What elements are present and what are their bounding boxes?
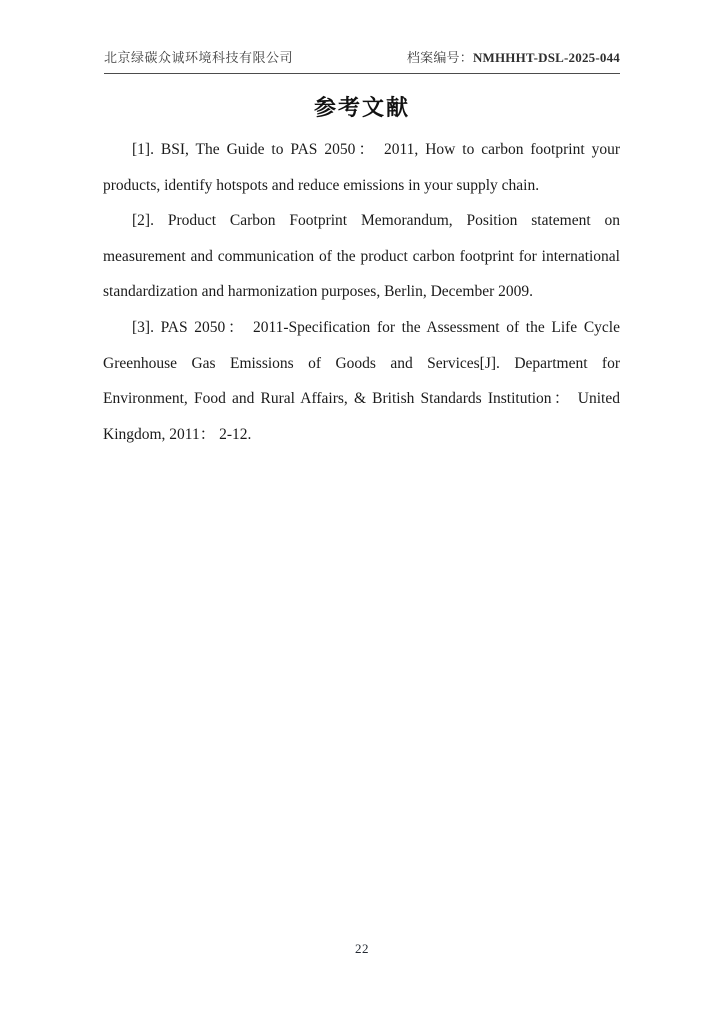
references-section xyxy=(103,132,620,452)
page-title: 参考文献 xyxy=(313,95,410,120)
doc-number-value: NMHHHT-DSL-2025-044 xyxy=(472,50,620,65)
page-number: 22 xyxy=(355,941,369,956)
company-name: 北京绿碳众诚环境科技有限公司 xyxy=(104,50,294,65)
doc-number xyxy=(407,47,620,66)
reference-item: [2]. Product Carbon Footprint Memorandum, Position statement on measurement and communication of the product carbon footprint for international standardization and harmonization purposes, Berlin, December 2009. xyxy=(103,212,620,301)
reference-item: [3]. PAS 2050： 2011-Specification for the Assessment of the Life Cycle Greenhouse Gas Emissions of Goods and Services[J]. Department for Environment, Food and Rural Affairs, & British Standards Institution： United Kingdom, 2011： 2-12. xyxy=(103,318,620,443)
page-header xyxy=(104,47,620,74)
reference-item: [1]. BSI, The Guide to PAS 2050： 2011, How to carbon footprint your products, identify hotspots and reduce emissions in your supply chain. xyxy=(103,141,620,194)
doc-number-label: 档案编号： xyxy=(406,50,473,65)
